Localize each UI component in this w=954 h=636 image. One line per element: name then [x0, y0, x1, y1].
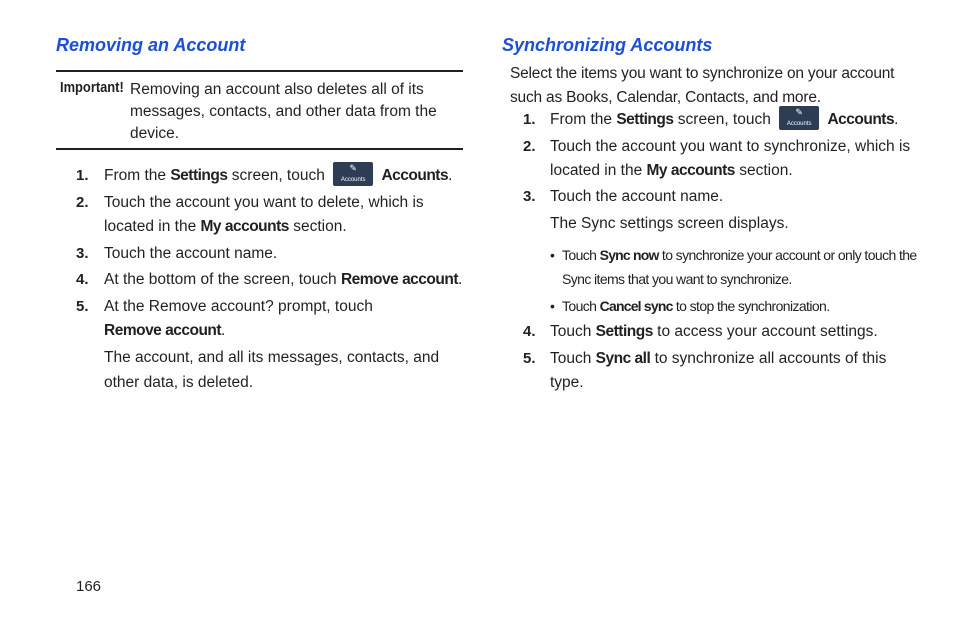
- step-text: Touch the account you want to synchronize, which is located in the My accounts section.: [550, 138, 911, 179]
- accounts-icon: ✎ Accounts: [779, 106, 819, 130]
- bullet-sync-now: • Touch Sync now to synchronize your account or only touch the Sync items that you want to synchronize.: [550, 247, 917, 287]
- step-number: 5.: [523, 350, 536, 367]
- important-text: Removing an account also deletes all of its messages, contacts, and other data from the device.: [130, 81, 437, 142]
- step-text: Touch the account name.: [104, 245, 278, 262]
- step-text: From the Settings screen, touch ✎ Accounts Accounts.: [104, 163, 453, 185]
- page-number: 166: [76, 578, 102, 595]
- step-text: From the Settings screen, touch ✎ Accounts Accounts.: [550, 107, 899, 129]
- step-text: Touch Sync all to synchronize all accounts of this type.: [550, 350, 887, 391]
- intro-text: Select the items you want to synchronize on your account such as Books, Calendar, Contacts, and more.: [510, 65, 895, 106]
- step-text: Touch Settings to access your account settings.: [550, 323, 878, 340]
- step-number: 3.: [76, 245, 89, 262]
- section-heading-removing: Removing an Account: [56, 35, 246, 55]
- step-number: 2.: [76, 194, 89, 211]
- step-text: Touch the account name. The Sync settings screen displays.: [550, 185, 922, 236]
- step-text: At the Remove account? prompt, touch Remove account. The account, and all its messages, contacts, and other data, is deleted.: [104, 295, 464, 395]
- important-label: Important!: [60, 79, 124, 96]
- step-text: Touch the account you want to delete, which is located in the My accounts section.: [104, 194, 424, 235]
- important-note: [56, 70, 463, 150]
- step-number: 3.: [523, 188, 536, 205]
- section-heading-synchronizing: Synchronizing Accounts: [502, 35, 713, 55]
- step-number: 2.: [523, 138, 536, 155]
- step-text: At the bottom of the screen, touch Remove account.: [104, 271, 463, 288]
- manual-page: Removing an Account Important! Removing an account also deletes all of its messages, contacts, and other data from the device. 1. From the Settings screen, touch ✎ Accounts Accounts. 2. Touch the account you want to delete, which is located in the My accounts section. 3. Touch the account name. 4. At the bottom of the screen, touch Remove account. 5. At the Remove account? prompt, touch Remove account. The account, and all its messages, contacts, and other data, is deleted. Synchronizing Accounts Select the items you want to synchronize on your account such as Books, Calendar, Contacts, and more. 1. From the Settings screen, touch ✎ Accounts Accounts. 2. Touch the account you want to synchronize, which is located in the My accounts section. 3. Touch the account name. The Sync settings screen displays. • Touch Sync now to synchronize your account or only touch the Sync items that you want to synchronize. • Touch Cancel sync to stop the synchronization. 4. Touch Settings to access your account settings. 5. Touch Sync all to synchronize all accounts of this type. 166: [0, 0, 954, 636]
- step-note: The Sync settings screen displays.: [550, 215, 789, 232]
- accounts-icon: ✎ Accounts: [333, 162, 373, 186]
- step-number: 5.: [76, 298, 89, 315]
- step-note: The account, and all its messages, contacts, and other data, is deleted.: [104, 349, 440, 391]
- step-number: 4.: [523, 323, 536, 340]
- step-number: 1.: [76, 167, 89, 184]
- step-number: 4.: [76, 271, 89, 288]
- step-number: 1.: [523, 111, 536, 128]
